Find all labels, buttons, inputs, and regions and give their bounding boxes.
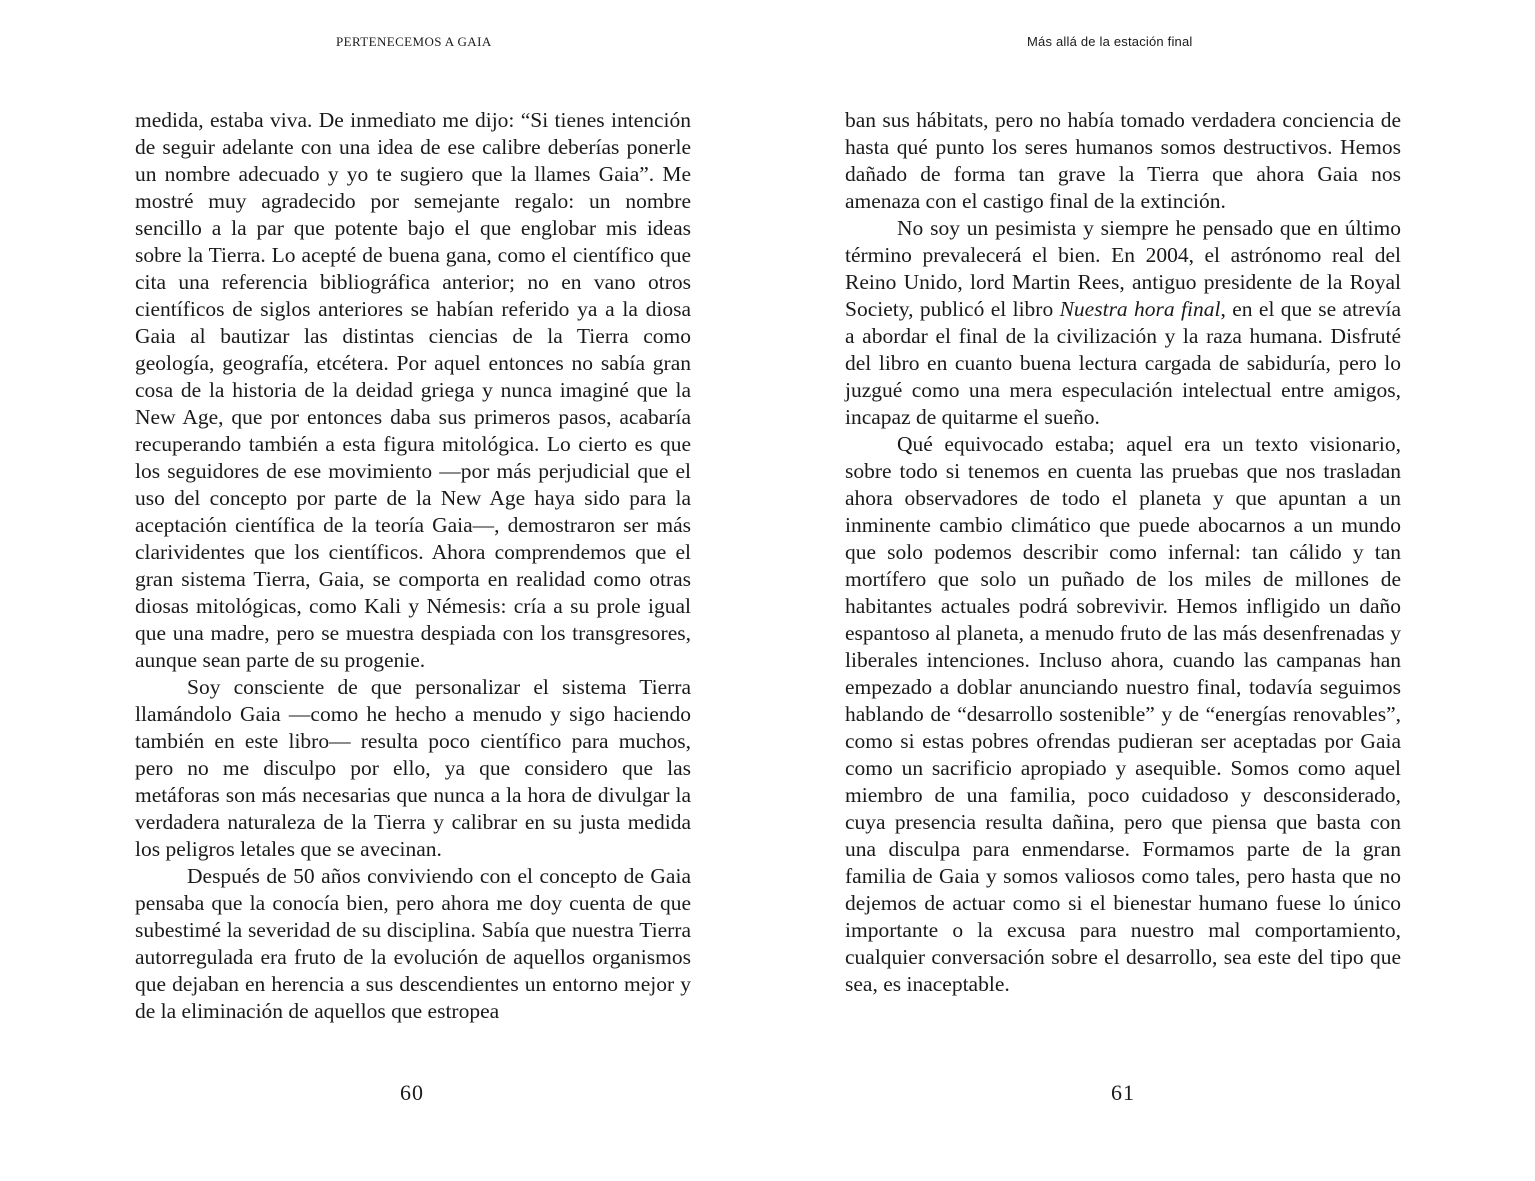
body-paragraph xyxy=(845,215,1401,431)
paragraph-text: No soy un pesimista y siempre he pensado que en último término prevalecerá el bien. En 2004, el astrónomo real del Reino Unido, lord Martin Rees, antiguo presidente de la Royal Society, publicó el libro xyxy=(845,216,1401,321)
page-number-left: 60 xyxy=(400,1080,424,1105)
paragraph-text: , en el que se atrevía a abordar el final de la civilización y la raza humana. Disfruté del libro en cuanto buena lectura cargada de sabiduría, pero lo juzgué como una mera especulación intelectual entre amigos, incapaz de quitarme el sueño. xyxy=(845,297,1401,429)
body-paragraph: Soy consciente de que personalizar el sistema Tierra llamándolo Gaia —como he hecho a menudo y sigo haciendo también en este libro— resulta poco científico para muchos, pero no me disculpo por ello, ya que considero que las metáforas son más necesarias que nunca a la hora de divulgar la verdadera naturaleza de la Tierra y calibrar en su justa medida los peligros letales que se avecinan. xyxy=(135,675,691,861)
book-title: Nuestra hora final xyxy=(1059,297,1221,321)
left-page xyxy=(0,0,767,1181)
running-head-right: Más allá de la estación final xyxy=(1027,34,1193,49)
right-page xyxy=(767,0,1535,1181)
page-number-right: 61 xyxy=(1111,1080,1135,1105)
right-page-body xyxy=(845,107,1401,998)
body-paragraph: medida, estaba viva. De inmediato me dijo: “Si tienes intención de seguir adelante con una idea de ese calibre deberías ponerle un nombre adecuado y yo te sugiero que la llames Gaia”. Me mostré muy agradecido por semejante regalo: un nombre sencillo a la par que potente bajo el que englobar mis ideas sobre la Tierra. Lo acepté de buena gana, como el científico que cita una referencia bibliográfica anterior; no en vano otros científicos de siglos anteriores se habían referido ya a la diosa Gaia al bautizar las distintas ciencias de la Tierra como geología, geografía, etcétera. Por aquel entonces no sabía gran cosa de la historia de la deidad griega y nunca imaginé que la New Age, que por entonces daba sus primeros pasos, acabaría recuperando también a esta figura mitológica. Lo cierto es que los seguidores de ese movimiento —por más perjudicial que el uso del concepto por parte de la New Age haya sido para la aceptación científica de la teoría Gaia—, demostraron ser más clarividentes que los científicos. Ahora comprendemos que el gran sistema Tierra, Gaia, se comporta en realidad como otras diosas mitológicas, como Kali y Némesis: cría a su prole igual que una madre, pero se muestra despiada con los transgresores, aunque sean parte de su progenie. xyxy=(135,108,691,672)
body-paragraph: ban sus hábitats, pero no había tomado verdadera conciencia de hasta qué punto los seres humanos somos destructivos. Hemos dañado de forma tan grave la Tierra que ahora Gaia nos amenaza con el castigo final de la extinción. xyxy=(845,108,1401,213)
body-paragraph: Qué equivocado estaba; aquel era un texto visionario, sobre todo si tenemos en cuenta las pruebas que nos trasladan ahora observadores de todo el planeta y que apuntan a un inminente cambio climático que puede abocarnos a un mundo que solo podemos describir como infernal: tan cálido y tan mortífero que solo un puñado de los miles de millones de habitantes actuales podrá sobrevivir. Hemos infligido un daño espantoso al planeta, a menudo fruto de las más desenfrenadas y liberales intenciones. Incluso ahora, cuando las campanas han empezado a doblar anunciando nuestro final, todavía seguimos hablando de “desarrollo sostenible” y de “energías renovables”, como si estas pobres ofrendas pudieran ser aceptadas por Gaia como un sacrificio apropiado y asequible. Somos como aquel miembro de una familia, poco cuidadoso y desconsiderado, cuya presencia resulta dañina, pero que piensa que basta con una disculpa para enmendarse. Formamos parte de la gran familia de Gaia y somos valiosos como tales, pero hasta que no dejemos de actuar como si el bienestar humano fuese lo único importante o la excusa para nuestro mal comportamiento, cualquier conversación sobre el desarrollo, sea este del tipo que sea, es inaceptable. xyxy=(845,432,1401,996)
body-paragraph: Después de 50 años conviviendo con el concepto de Gaia pensaba que la conocía bien, pero ahora me doy cuenta de que subestimé la severidad de su disciplina. Sabía que nuestra Tierra autorregulada era fruto de la evolución de aquellos organismos que dejaban en herencia a sus descendientes un entorno mejor y de la eliminación de aquellos que estropea xyxy=(135,864,691,1023)
left-page-body xyxy=(135,107,691,1025)
running-head-left: PERTENECEMOS A GAIA xyxy=(336,34,492,49)
